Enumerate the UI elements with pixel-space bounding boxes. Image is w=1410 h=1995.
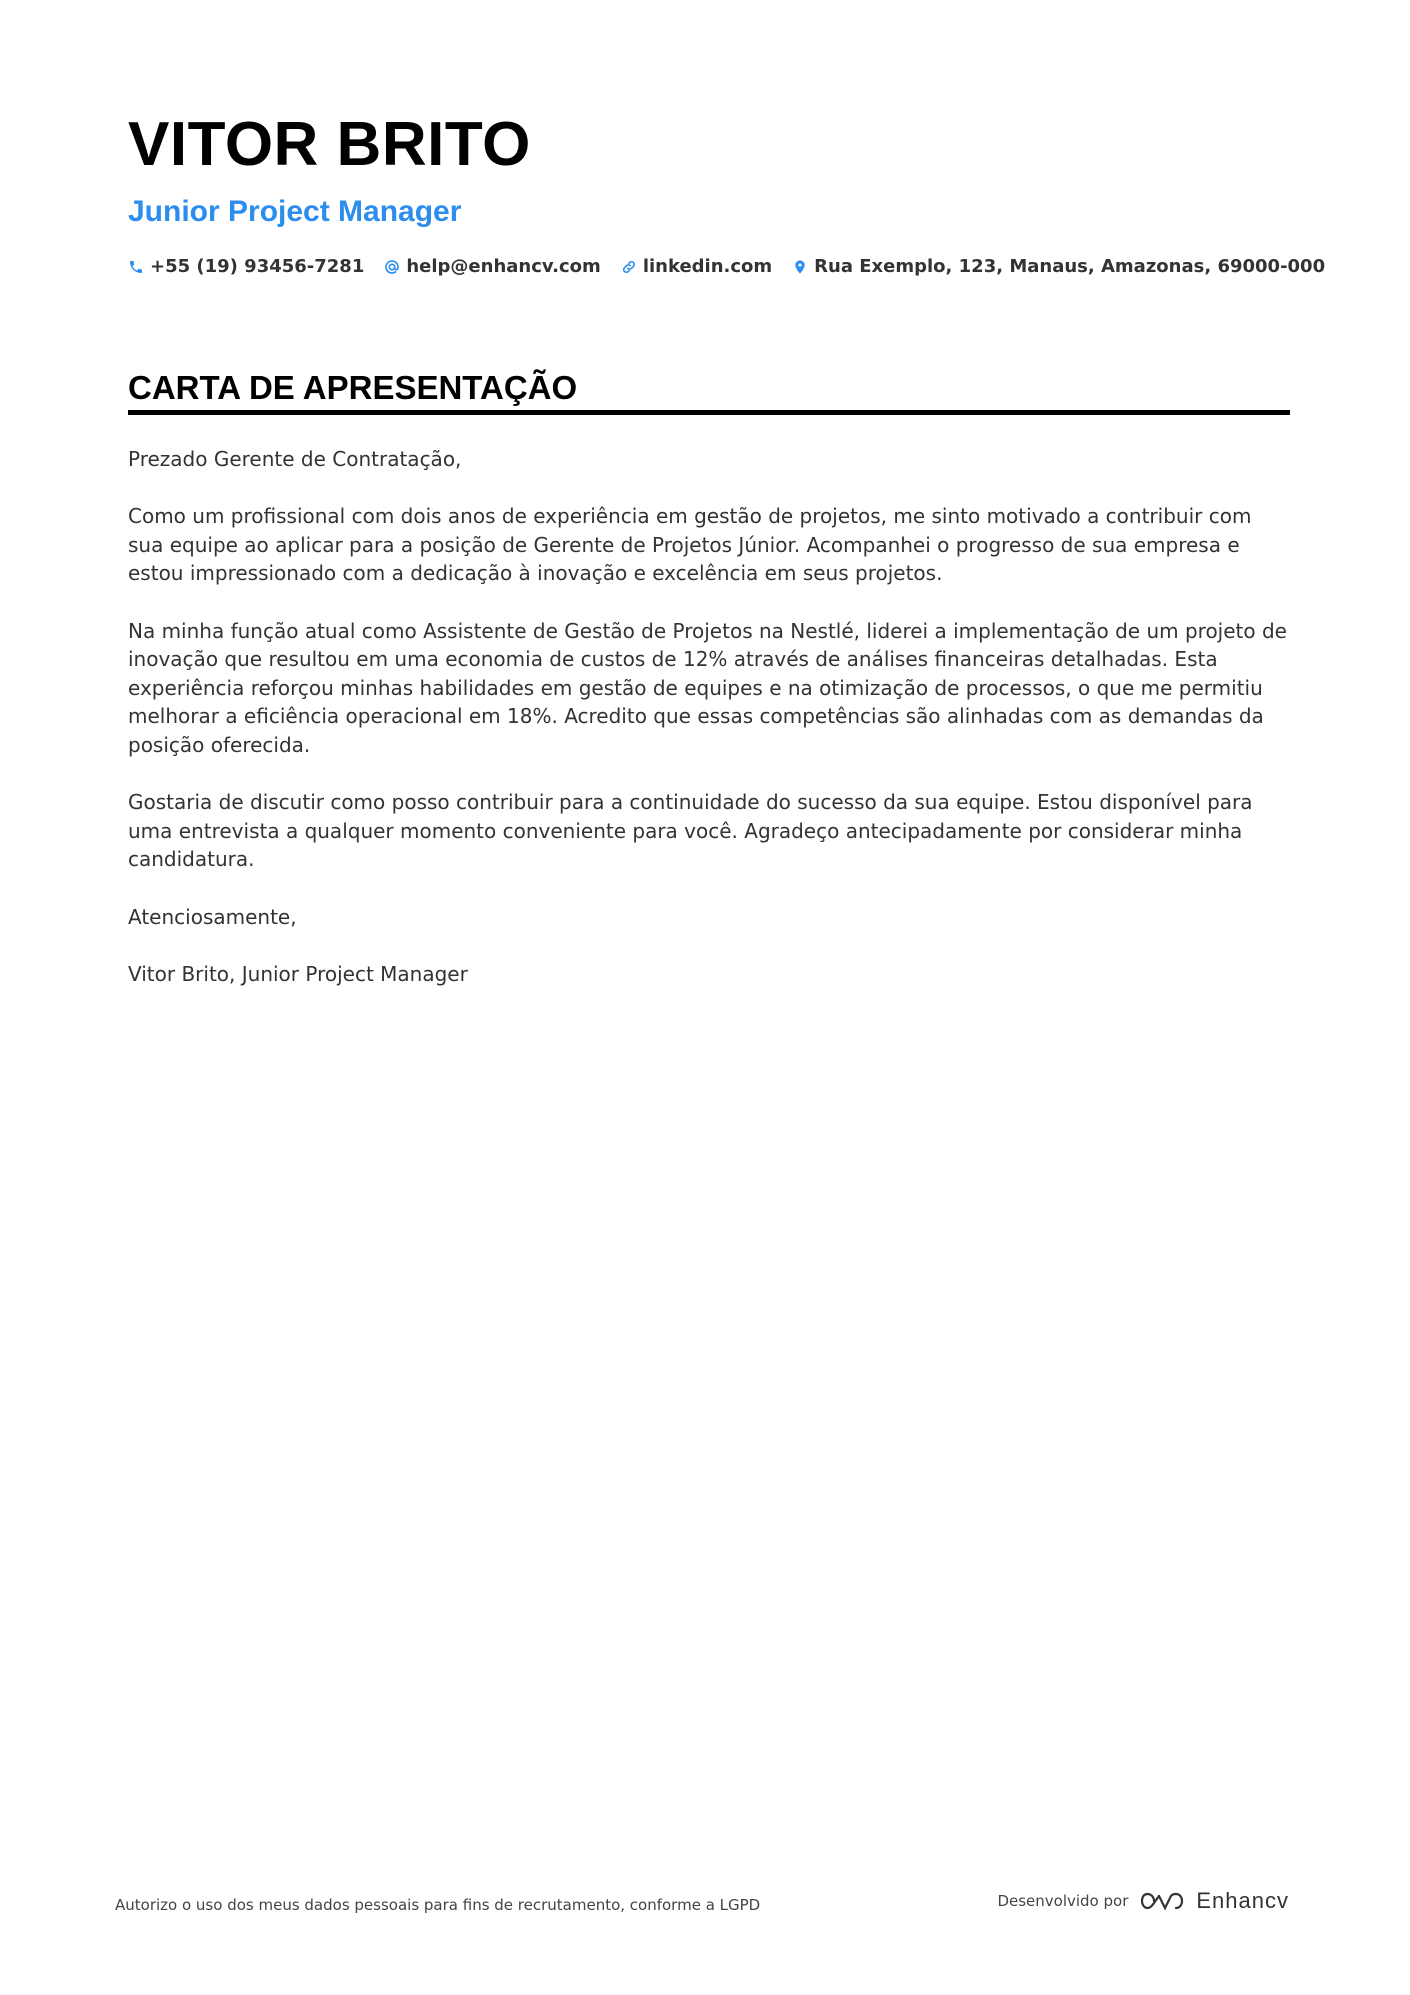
brand-name: Enhancv <box>1196 1888 1289 1913</box>
phone-number: +55 (19) 93456-7281 <box>150 256 365 277</box>
contact-linkedin[interactable] <box>621 256 772 277</box>
powered-by-label: Desenvolvido por <box>997 1892 1129 1910</box>
section-divider <box>128 410 1290 415</box>
at-icon <box>384 259 400 275</box>
powered-by-credit[interactable] <box>997 1888 1289 1914</box>
consent-footer: Autorizo o uso dos meus dados pessoais para fins de recrutamento, conforme a LGPD <box>115 1896 761 1914</box>
contact-address <box>792 256 1325 277</box>
contact-bar <box>128 256 1326 277</box>
cover-letter-section <box>128 368 1290 1017</box>
letter-greeting: Prezado Gerente de Contratação, <box>128 447 462 471</box>
letter-paragraph: Na minha função atual como Assistente de Gestão de Projetos na Nestlé, liderei a implementação de um projeto de inovação que resultou em uma economia de custos de 12% através de análises financeiras detalhadas. Esta experiência reforçou minhas habilidades em gestão de equipes e na otimização de processos, o que me permitiu melhorar a eficiência operacional em 18%. Acredito que essas competências são alinhadas com as demandas da posição oferecida. <box>128 618 1287 757</box>
email-address[interactable]: help@enhancv.com <box>406 256 601 277</box>
contact-email[interactable] <box>384 256 600 277</box>
letter-body <box>128 445 1290 988</box>
section-title: CARTA DE APRESENTAÇÃO <box>128 369 578 406</box>
letter-signature: Vitor Brito, Junior Project Manager <box>128 961 468 986</box>
candidate-role: Junior Project Manager <box>128 195 462 228</box>
resume-header <box>128 108 1326 277</box>
phone-icon <box>128 259 144 275</box>
letter-closing: Atenciosamente, <box>128 904 297 929</box>
location-pin-icon <box>792 258 808 276</box>
contact-phone <box>128 256 364 277</box>
address-text: Rua Exemplo, 123, Manaus, Amazonas, 69000-000 <box>814 256 1326 277</box>
letter-paragraph: Gostaria de discutir como posso contribuir para a continuidade do sucesso da sua equipe. Estou disponível para uma entrevista a qualquer momento conveniente para você. Agradeço antecipadamente por considerar minha candidatura. <box>128 790 1253 872</box>
linkedin-link[interactable]: linkedin.com <box>642 256 773 277</box>
link-icon <box>621 259 637 275</box>
candidate-name: VITOR BRITO <box>128 110 531 179</box>
enhancv-logo-icon <box>1140 1889 1186 1913</box>
letter-paragraph: Como um profissional com dois anos de experiência em gestão de projetos, me sinto motivado a contribuir com sua equipe ao aplicar para a posição de Gerente de Projetos Júnior. Acompanhei o progresso de sua empresa e estou impressionado com a dedicação à inovação e excelência em seus projetos. <box>128 504 1252 586</box>
